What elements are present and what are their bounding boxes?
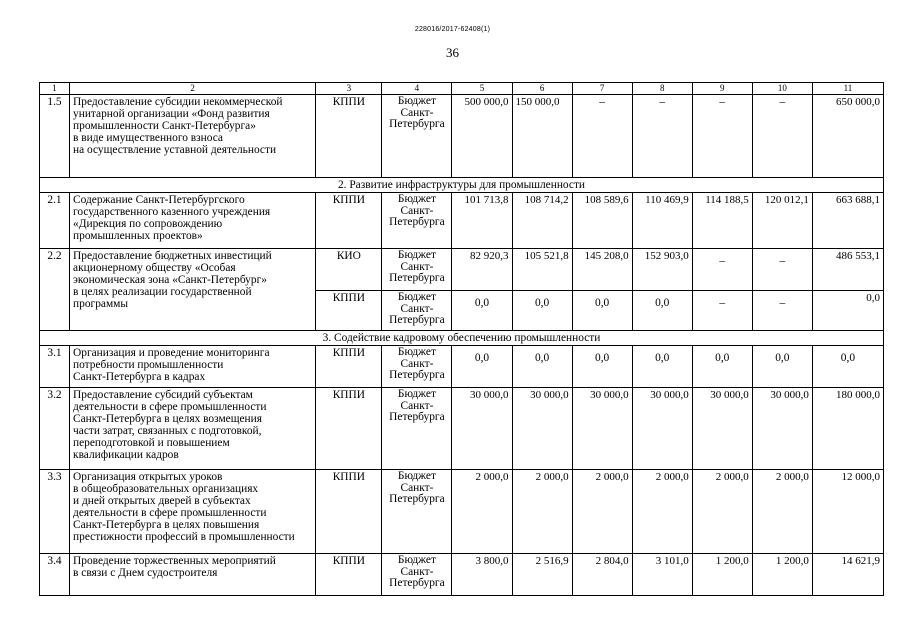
column-number: 6 xyxy=(512,83,572,95)
row-value: 30 000,0 xyxy=(692,388,752,470)
section-header-row xyxy=(40,331,884,346)
row-value: – xyxy=(692,95,752,178)
row-description: Организация открытых уроков в общеобразовательных организациях и дней открытых дверей в субъектах деятельности в сфере промышленности Санкт-Петербурга в целях повышения престижности профессий в промышленности xyxy=(70,470,316,554)
table-row xyxy=(40,470,884,554)
row-value: 82 920,3 xyxy=(452,249,512,291)
table-row xyxy=(40,95,884,178)
row-total: 14 621,9 xyxy=(812,554,883,596)
row-funding-source: Бюджет Санкт- Петербурга xyxy=(382,291,452,331)
row-value: 145 208,0 xyxy=(572,249,632,291)
row-number: 3.4 xyxy=(40,554,70,596)
row-value: 2 000,0 xyxy=(452,470,512,554)
table-row xyxy=(40,554,884,596)
row-description: Организация и проведение мониторинга потребности промышленности Санкт-Петербурга в кадрах xyxy=(70,346,316,388)
program-table xyxy=(39,82,884,596)
row-value: 30 000,0 xyxy=(752,388,812,470)
column-number: 7 xyxy=(572,83,632,95)
row-description: Предоставление бюджетных инвестиций акционерному обществу «Особая экономическая зона «Санкт-Петербург» в целях реализации государственной программы xyxy=(70,249,316,331)
row-funding-source: Бюджет Санкт- Петербурга xyxy=(382,388,452,470)
row-value: 2 000,0 xyxy=(632,470,692,554)
row-value: 3 101,0 xyxy=(632,554,692,596)
row-value: 101 713,8 xyxy=(452,193,512,249)
row-funding-source: Бюджет Санкт- Петербурга xyxy=(382,95,452,178)
row-value: 2 000,0 xyxy=(752,470,812,554)
table-row xyxy=(40,388,884,470)
row-executor: КППИ xyxy=(316,554,382,596)
row-executor: КППИ xyxy=(316,95,382,178)
row-value: 0,0 xyxy=(632,291,692,331)
section-header-row xyxy=(40,178,884,193)
row-value: 105 521,8 xyxy=(512,249,572,291)
table-row xyxy=(40,249,884,291)
row-value: 0,0 xyxy=(632,346,692,388)
row-total: 0,0 xyxy=(812,346,883,388)
row-description: Предоставление субсидий субъектам деятельности в сфере промышленности Санкт-Петербурга в целях возмещения части затрат, связанных с подготовкой, переподготовкой и повышением квалификации кадров xyxy=(70,388,316,470)
row-executor: КППИ xyxy=(316,346,382,388)
column-number: 5 xyxy=(452,83,512,95)
row-value: 0,0 xyxy=(572,291,632,331)
row-executor: КППИ xyxy=(316,388,382,470)
row-value: – xyxy=(752,249,812,291)
row-value: 2 516,9 xyxy=(512,554,572,596)
row-total: 486 553,1 xyxy=(812,249,883,291)
column-number: 8 xyxy=(632,83,692,95)
row-value: – xyxy=(572,95,632,178)
row-value: 3 800,0 xyxy=(452,554,512,596)
row-value: 152 903,0 xyxy=(632,249,692,291)
row-value: 2 804,0 xyxy=(572,554,632,596)
row-value: 2 000,0 xyxy=(572,470,632,554)
column-number-row xyxy=(40,83,884,95)
row-total: 0,0 xyxy=(812,291,883,331)
row-funding-source: Бюджет Санкт- Петербурга xyxy=(382,193,452,249)
column-number: 4 xyxy=(382,83,452,95)
row-total: 663 688,1 xyxy=(812,193,883,249)
row-value: 30 000,0 xyxy=(452,388,512,470)
page-number: 36 xyxy=(446,45,459,60)
row-value: 2 000,0 xyxy=(692,470,752,554)
row-number: 3.3 xyxy=(40,470,70,554)
row-number: 3.1 xyxy=(40,346,70,388)
row-value: 0,0 xyxy=(512,291,572,331)
column-number: 2 xyxy=(70,83,316,95)
section-title: 2. Развитие инфраструктуры для промышленности xyxy=(40,178,884,193)
row-value: – xyxy=(752,291,812,331)
section-title: 3. Содействие кадровому обеспечению промышленности xyxy=(40,331,884,346)
row-number: 2.1 xyxy=(40,193,70,249)
row-number: 1.5 xyxy=(40,95,70,178)
row-value: 0,0 xyxy=(452,291,512,331)
column-number: 1 xyxy=(40,83,70,95)
column-number: 11 xyxy=(812,83,883,95)
row-total: 12 000,0 xyxy=(812,470,883,554)
row-executor: КППИ xyxy=(316,291,382,331)
row-funding-source: Бюджет Санкт- Петербурга xyxy=(382,346,452,388)
row-description: Проведение торжественных мероприятий в связи с Днем судостроителя xyxy=(70,554,316,596)
row-total: 180 000,0 xyxy=(812,388,883,470)
table-row xyxy=(40,346,884,388)
row-value: – xyxy=(692,291,752,331)
row-funding-source: Бюджет Санкт- Петербурга xyxy=(382,470,452,554)
row-value: 114 188,5 xyxy=(692,193,752,249)
column-number: 9 xyxy=(692,83,752,95)
row-value: 0,0 xyxy=(452,346,512,388)
row-value: 0,0 xyxy=(512,346,572,388)
row-description: Предоставление субсидии некоммерческой унитарной организации «Фонд развития промышленности Санкт-Петербурга» в виде имущественного взноса на осуществление уставной деятельности xyxy=(70,95,316,178)
row-value: 108 714,2 xyxy=(512,193,572,249)
row-number: 2.2 xyxy=(40,249,70,331)
document-number: 228016/2017-62408(1) xyxy=(414,26,491,33)
row-value: – xyxy=(632,95,692,178)
row-value: 110 469,9 xyxy=(632,193,692,249)
row-value: 150 000,0 xyxy=(512,95,572,178)
row-value: – xyxy=(692,249,752,291)
column-number: 3 xyxy=(316,83,382,95)
table-row xyxy=(40,193,884,249)
row-value: 1 200,0 xyxy=(752,554,812,596)
row-value: 2 000,0 xyxy=(512,470,572,554)
row-total: 650 000,0 xyxy=(812,95,883,178)
row-value: 30 000,0 xyxy=(632,388,692,470)
row-value: 1 200,0 xyxy=(692,554,752,596)
row-value: 500 000,0 xyxy=(452,95,512,178)
row-description: Содержание Санкт-Петербургского государственного казенного учреждения «Дирекция по сопровождению промышленных проектов» xyxy=(70,193,316,249)
row-value: 0,0 xyxy=(692,346,752,388)
row-value: 120 012,1 xyxy=(752,193,812,249)
row-value: 0,0 xyxy=(752,346,812,388)
row-executor: КИО xyxy=(316,249,382,291)
column-number: 10 xyxy=(752,83,812,95)
row-number: 3.2 xyxy=(40,388,70,470)
row-funding-source: Бюджет Санкт- Петербурга xyxy=(382,249,452,291)
row-executor: КППИ xyxy=(316,193,382,249)
row-value: 0,0 xyxy=(572,346,632,388)
row-executor: КППИ xyxy=(316,470,382,554)
row-value: 108 589,6 xyxy=(572,193,632,249)
row-value: – xyxy=(752,95,812,178)
row-value: 30 000,0 xyxy=(572,388,632,470)
row-funding-source: Бюджет Санкт- Петербурга xyxy=(382,554,452,596)
row-value: 30 000,0 xyxy=(512,388,572,470)
